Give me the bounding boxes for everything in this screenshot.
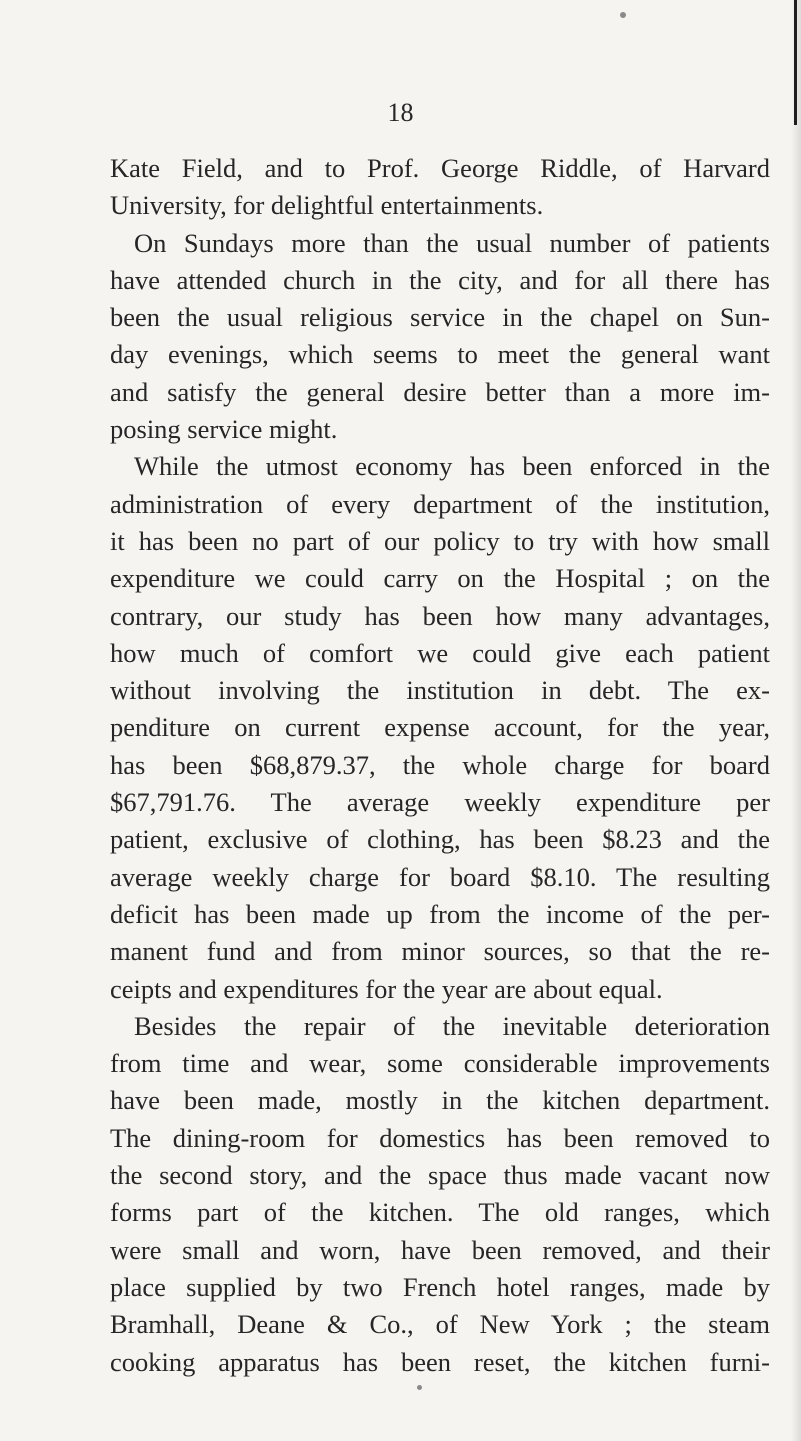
- text-line: $67,791.76. The average weekly expenditure per: [110, 787, 770, 818]
- text-line: expenditure we could carry on the Hospital ; on the: [110, 563, 770, 594]
- text-line: the second story, and the space thus made vacant now: [110, 1160, 770, 1191]
- text-line: The dining-room for domestics has been removed to: [110, 1122, 770, 1153]
- text-line: has been $68,879.37, the whole charge for board: [110, 749, 770, 780]
- page-number: 18: [387, 98, 414, 127]
- paper-speck: [417, 1385, 422, 1390]
- text-line: cooking apparatus has been reset, the kitchen furni-: [110, 1346, 770, 1377]
- text-line: without involving the institution in debt. The ex-: [110, 675, 770, 706]
- body-text: [110, 150, 770, 1381]
- text-line: it has been no part of our policy to try with how small: [110, 525, 770, 556]
- text-line: penditure on current expense account, for the year,: [110, 712, 770, 743]
- text-line: deficit has been made up from the income of the per-: [110, 898, 770, 929]
- text-line: Bramhall, Deane & Co., of New York ; the steam: [110, 1309, 770, 1340]
- text-line: place supplied by two French hotel ranges, made by: [110, 1271, 770, 1302]
- text-line: from time and wear, some considerable improvements: [110, 1048, 770, 1079]
- text-line: manent fund and from minor sources, so that the re-: [110, 936, 770, 967]
- paper-speck: [620, 12, 626, 18]
- text-line: ceipts and expenditures for the year are about equal.: [110, 973, 663, 1004]
- text-line: have been made, mostly in the kitchen department.: [110, 1085, 770, 1116]
- page-edge-shadow: [791, 0, 801, 1441]
- text-line: forms part of the kitchen. The old ranges, which: [110, 1197, 770, 1228]
- text-line: were small and worn, have been removed, and their: [110, 1234, 770, 1265]
- text-line: On Sundays more than the usual number of patients: [134, 227, 770, 258]
- text-line: day evenings, which seems to meet the general want: [110, 339, 770, 370]
- text-line: University, for delightful entertainments.: [110, 190, 544, 221]
- text-line: Besides the repair of the inevitable deterioration: [134, 1010, 770, 1041]
- text-line: Kate Field, and to Prof. George Riddle, of Harvard: [110, 153, 770, 183]
- text-line: and satisfy the general desire better than a more im-: [110, 376, 770, 407]
- text-line: administration of every department of the institution,: [110, 488, 770, 519]
- text-line: how much of comfort we could give each patient: [110, 637, 770, 668]
- text-line: been the usual religious service in the chapel on Sun-: [110, 302, 770, 333]
- text-line: posing service might.: [110, 414, 338, 445]
- text-line: While the utmost economy has been enforced in the: [134, 451, 770, 482]
- text-line: patient, exclusive of clothing, has been $8.23 and the: [110, 824, 770, 855]
- text-line: have attended church in the city, and for all there has: [110, 264, 770, 295]
- text-line: average weekly charge for board $8.10. The resulting: [110, 861, 770, 892]
- text-line: contrary, our study has been how many advantages,: [110, 600, 770, 631]
